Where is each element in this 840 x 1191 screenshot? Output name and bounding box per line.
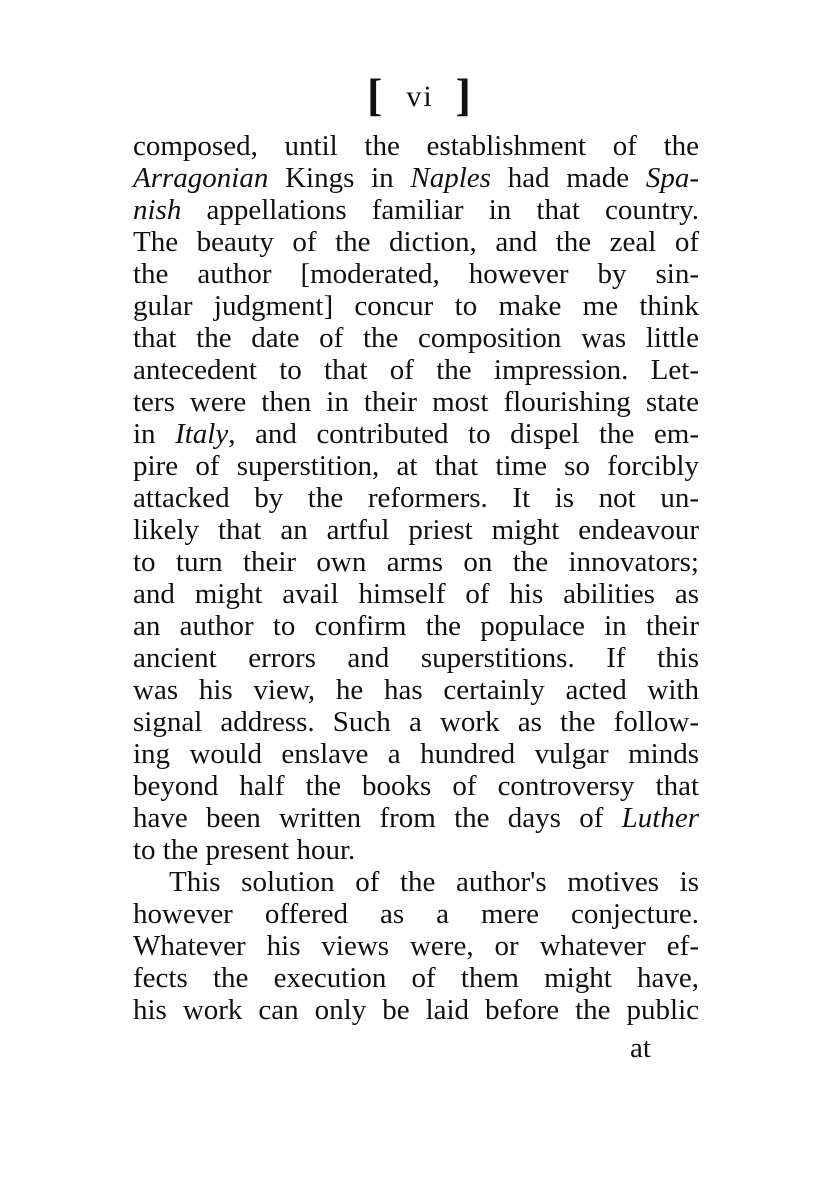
text-line: This solution of the author's motives is [169, 866, 699, 898]
text-line: ing would enslave a hundred vulgar minds [133, 738, 699, 770]
catchword: at [630, 1032, 651, 1064]
text-line: that the date of the composition was little [133, 322, 699, 354]
text-line: The beauty of the diction, and the zeal of [133, 226, 699, 258]
text-line: composed, until the establishment of the [133, 130, 699, 162]
left-bracket: [ [367, 69, 385, 120]
page-number-header [0, 69, 840, 120]
text-line: have been written from the days of Luther [133, 802, 699, 834]
text-line: attacked by the reformers. It is not un- [133, 482, 699, 514]
text-line: pire of superstition, at that time so forcibly [133, 450, 699, 482]
text-line: the author [moderated, however by sin- [133, 258, 699, 290]
text-line: Whatever his views were, or whatever ef- [133, 930, 699, 962]
text-line: signal address. Such a work as the follow- [133, 706, 699, 738]
text-line: gular judgment] concur to make me think [133, 290, 699, 322]
text-line: and might avail himself of his abilities as [133, 578, 699, 610]
right-bracket: ] [455, 69, 473, 120]
page-number: vi [406, 80, 434, 113]
text-line: antecedent to that of the impression. Let- [133, 354, 699, 386]
text-line: ters were then in their most flourishing state [133, 386, 699, 418]
text-line: was his view, he has certainly acted with [133, 674, 699, 706]
text-line: in Italy, and contributed to dispel the em- [133, 418, 699, 450]
body-text [133, 130, 699, 1026]
text-line: fects the execution of them might have, [133, 962, 699, 994]
text-line: to turn their own arms on the innovators; [133, 546, 699, 578]
text-line: an author to confirm the populace in their [133, 610, 699, 642]
text-line: however offered as a mere conjecture. [133, 898, 699, 930]
text-line: his work can only be laid before the public [133, 994, 699, 1026]
text-line: likely that an artful priest might endeavour [133, 514, 699, 546]
text-line: ancient errors and superstitions. If this [133, 642, 699, 674]
text-line: beyond half the books of controversy that [133, 770, 699, 802]
text-line: Arragonian Kings in Naples had made Spa- [133, 162, 699, 194]
text-line: nish appellations familiar in that country. [133, 194, 699, 226]
text-line: to the present hour. [133, 834, 356, 866]
